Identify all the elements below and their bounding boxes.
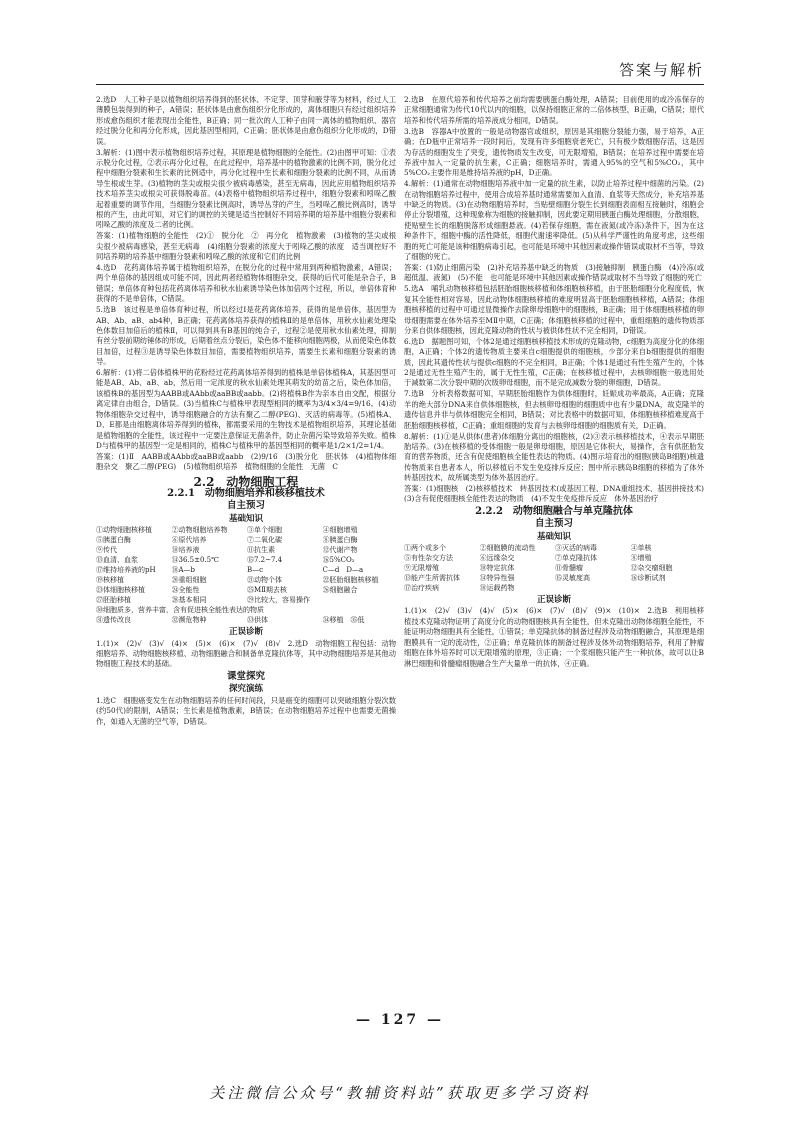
grid-cell: ⑦单克隆抗体 [555, 554, 597, 563]
grid-cell: ㉕MⅡ期去核 [247, 586, 287, 595]
paragraph: 4.选D 花药离体培养属于植物组织培养，在脱分化的过程中常用到两种植物激素，A错误；两个单倍体的基因组成可能不同，因此两者经植物体细胞杂交，获得的后代可能是杂合子，B错误；单倍体育种包括花药离体培养和秋水仙素诱导染色体加倍两个过程，所以，单倍体育种获得的不是单倍体，C错误。 [96, 263, 396, 304]
grid-cell: ③单个细胞 [247, 526, 282, 535]
right-column [404, 95, 712, 669]
grid-cell: ㉖细胞融合 [322, 586, 358, 595]
subsection-title: 2.2.1 动物细胞培养和核移植技术 [167, 488, 325, 500]
header-title: 答案与解析 [618, 61, 704, 79]
preview-title: 自主预习 [534, 518, 573, 530]
grid-cell: ⑨无限增殖 [404, 564, 439, 573]
practice-text: 1.选C 细胞癌变发生在动物细胞培养的任何时间段，只是癌变的细胞可以突破细胞分裂次数(约50代)的限制，A错误；生长素是植物激素，B错误；在动物细胞培养过程中也需要无菌操作，如通入无菌的空气等，D错误。 [96, 695, 396, 726]
left-column [96, 95, 396, 727]
paragraph: 2.选D 人工种子是以植物组织培养得到的胚状体、不定芽、顶芽和腋芽等为材料，经过人工薄膜包装得到的种子，A错误；胚状体是由愈伤组织分化形成的，离体细胞只有经过组织培养形成愈伤组织才能表现出全能性，B正确；同一批次的人工种子由同一离体的植物组织、器官经过脱分化和再分化形成，因此基因型相同，C正确；胚状体是由愈伤组织分化形成的，D错误。 [96, 95, 396, 146]
grid-cell: ③灭活的病毒 [555, 544, 597, 553]
grid-cell: ㉜濒危物种 [171, 616, 207, 625]
preview-title: 自主预习 [226, 500, 265, 512]
answer-paragraph: 答案：(1)细胞核 (2)核移植技术 转基因技术(或基因工程、DNA重组技术、基因拼接技术) (3)含有促使细胞核全能性表达的物质 (4)不发生免疫排斥反应 体外基因治疗 [404, 484, 712, 504]
grid-cell: ㉔全能性 [171, 586, 200, 595]
answer-grid [96, 525, 396, 625]
class-explore-title: 课堂探究 [226, 670, 265, 682]
grid-cell: ①两个或多个 [404, 544, 446, 553]
grid-cell: C—d D—a [322, 566, 364, 575]
grid-cell: ⑩特定抗体 [479, 564, 515, 573]
grid-cell: ㉝供体 [247, 616, 268, 625]
paragraph: 3.解析：(1)图中表示植物组织培养过程，其原理是植物细胞的全能性。(2)由图甲可知：①表示脱分化过程，②表示再分化过程，在此过程中，培养基中的植物激素的比例不同，脱分化过程中细胞分裂素和生长素的比例适中，再分化过程中生长素和细胞分裂素的比例不同，从而诱导生根或生芽。(3)植物的茎尖或根尖很少被病毒感染，甚至无病毒，因此应用植物组织培养技术培养茎尖或根尖可获得脱毒苗。(4)表格中植物组织培养过程中，细胞分裂素和吲哚乙酸起着重要的调节作用，当细胞分裂素比例高时，诱导丛芽的产生，当吲哚乙酸比例高时，诱导根的产生，由此可知，对它们的调控的关键是适当控制好不同培养期的培养基中细胞分裂素和吲哚乙酸的浓度及二者的比例。 [96, 147, 396, 230]
section-title: 2.2 动物细胞工程 [193, 474, 299, 489]
grid-cell: ⑰治疗疾病 [404, 584, 439, 593]
grid-cell: ⑩培养液 [171, 546, 200, 555]
answer-paragraph: 答案：(1)防止细菌污染 (2)补充培养基中缺乏的物质 (3)接触抑制 胰蛋白酶 (4)冷冻(或超低温、液氮) (5)不能 也可能是环境中其他因素或操作错误或取材不当导致了细胞的死亡 [404, 263, 704, 283]
grid-cell: ㉓体细胞核移植 [96, 586, 145, 595]
paragraph: 8.解析：(1)①是从供体(患者)体细胞分离出的细胞核，(2)③表示核移植技术，④表示早期胚胎培养。(3)在核移植的受体细胞一般是卵母细胞，原因是它体积大，易操作，含有供胚胎发育的营养物质，还含有促使细胞核全能性表达的物质。(4)图示培育出的细胞(胰岛B细胞)核遗传物质来自患者本人，所以移植后不发生免疫排斥反应；图中所示胰岛B细胞的移植为了体外转基因技术，故所属类型为体外基因治疗。 [404, 431, 704, 483]
grid-cell: ㉚细胞质多，营养丰富，含有促进核全能性表达的物质 [96, 606, 264, 615]
grid-cell: ㉑动物个体 [247, 576, 282, 585]
grid-cell: ⑤胰蛋白酶 [96, 536, 131, 545]
paragraph: 6.解析：(1)将二倍体植株甲的花粉经过花药离体培养得到的植株是单倍体植株A，其基因型可能是AB、Ab、aB、ab，然后用一定浓度的秋水仙素处理其萌发的幼苗之后，染色体加倍，该植株B的基因型为AABB或AAbb或aaBB或aabb。(2)将植株B作为亲本自由交配，根据分离定律自由组合，D错误。(3)当植株C与植株甲表现型相同的概率为3/4×3/4=9/16。(4)动物体细胞杂交过程中，诱导细胞融合的方法有聚乙二醇(PEG)、灭活的病毒等。(5)植株A、D、E都是由细胞离体培养得到的植株，都需要采用的生物技术是植物组织培养，其理论基础是植物细胞的全能性，该过程中一定要注意保证无菌条件，防止杂菌污染导致培养失败。植株D与植株甲的基因型一定是相同的，植株C与植株甲的基因型相同的概率是1/2×1/2=1/4。 [96, 368, 396, 450]
grid-cell: ㉘基本相同 [171, 596, 207, 605]
grid-cell: ⑱A—b [171, 566, 196, 575]
grid-cell: ㉒胚胎细胞核移植 [322, 576, 379, 585]
grid-cell: ⑳重组细胞 [171, 576, 207, 585]
grid-cell: ⑥原代培养 [171, 536, 207, 545]
grid-cell: ⑦二氧化碳 [247, 536, 282, 545]
grid-cell: ⑯5%CO₂ [322, 556, 355, 565]
grid-cell: ⑯诊断试剂 [630, 574, 666, 583]
answer-grid [404, 543, 704, 593]
grid-cell: ①动物细胞核移植 [96, 526, 152, 535]
grid-cell: ⑫杂交瘤细胞 [630, 564, 673, 573]
basic-knowledge-title: 基础知识 [228, 513, 263, 524]
grid-cell: ⑮7.2~7.4 [247, 556, 283, 565]
grid-cell: ⑱运载药物 [479, 584, 515, 593]
grid-cell: ⑮灵敏度高 [555, 574, 590, 583]
grid-cell: ⑬血清、血浆 [96, 556, 138, 565]
paragraph: 4.解析：(1)通常在动物细胞培养液中加一定量的抗生素，以防止培养过程中细菌的污染。(2)在动物细胞培养过程中，使用合成培养基时通常需要加入血清、血浆等天然成分，补充培养基中缺乏的物质。(3)在动物细胞培养时，当贴壁细胞分裂生长到细胞表面相互接触时，细胞会停止分裂增殖，这种现象称为细胞的接触抑制，因此要定期用胰蛋白酶处理细胞，分散细胞，使贴壁生长的细胞脱落形成细胞悬液。(4)若保存细胞，需在液氮(或冷冻)条件下，因为在这种条件下，细胞中酶的活性降低，细胞代谢速率降低。(5)从科学严谨性的角度考虑，这些细胞的死亡可能是该种细胞病毒引起，也可能是环境中其他因素或操作错误或取材不当等，导致了细胞的死亡。 [404, 179, 704, 262]
grid-cell: ⑭36.5±0.5℃ [171, 556, 219, 565]
paragraph: 7.选B 分析表格数据可知，早期胚胎细胞作为供体细胞时，妊娠成功率最高，A正确；克隆羊的绝大部分DNA来自供体细胞核，但去核卵母细胞的细胞质中也有少量DNA，故克隆羊的遗传信息并非与供体细胞完全相同，B错误；对比表格中的数据可知，体细胞核移植难度高于胚胎细胞核移植，C正确；重组细胞的发育与去核卵母细胞的细胞质有关，D正确。 [404, 389, 704, 430]
grid-cell: ⑰维持培养液的pH [96, 566, 156, 575]
grid-cell: ⑬能产生所需抗体 [404, 574, 460, 583]
grid-cell: ②细胞膜的流动性 [479, 544, 536, 553]
grid-cell: ⑧增殖 [630, 554, 652, 563]
grid-cell: ⑲核移植 [96, 576, 124, 585]
grid-cell: ⑥远缘杂交 [479, 554, 515, 563]
grid-cell: ⑫代谢产物 [322, 546, 358, 555]
grid-cell: ㉛遗传改良 [96, 616, 131, 625]
page-number-value: 127 [380, 1012, 420, 1028]
grid-cell: ㉙比较大，容易操作 [247, 596, 310, 605]
grid-cell: ㉞移植 ㉟低 [322, 616, 365, 625]
grid-cell: ④单核 [630, 544, 652, 553]
grid-cell: ⑤有性杂交方法 [404, 554, 453, 563]
grid-cell: ㉗胚胎移植 [96, 596, 131, 605]
page-number: — 127 — [356, 1012, 444, 1028]
practice-title: 探究演练 [228, 684, 263, 695]
answer-paragraph: 答案：(1)植物细胞的全能性 (2)① 脱分化 ② 再分化 植物激素 (3)植物的茎尖或根尖很少被病毒感染，甚至无病毒 (4)细胞分裂素的浓度大于吲哚乙酸的浓度 适当调控好不同培养期的培养基中细胞分裂素和吲哚乙酸的浓度和它们的比例 [96, 231, 396, 262]
footer-note: 关注微信公众号“教辅资料站”获取更多学习资料 [209, 1084, 591, 1102]
paragraph: 5.选B 该过程是单倍体育种过程，所以经过Ⅰ是花药离体培养，获得的是单倍体，基因型为AB、Ab、aB、ab4种，B正确；花药离体培养获得的植株Ⅱ的是单倍体，用秋水仙素处理染色体数目加倍后的植株Ⅱ，可以得到具有B基因的纯合子，过程②是使用秋水仙素处理，抑制有丝分裂前期纺锤体的形成，后期着丝点分裂后，染色体不能移向细胞两极，从而使染色体数目加倍，过程③是诱导染色体数目加倍，需要植物组织培养，需要生长素和细胞分裂素的诱导。 [96, 305, 396, 367]
grid-cell: ⑧胰蛋白酶 [322, 536, 358, 545]
answer-paragraph: 答案：(1)Ⅱ AABB或AAbb或aaBB或aabb (2)9/16 (3)脱分化 胚状体 (4)植物体细胞杂交 聚乙二醇(PEG) (5)植物组织培养 植物细胞的全能性 无菌 C [96, 451, 396, 472]
grid-cell: ②动物细胞培养物 [171, 526, 228, 535]
grid-cell: B—c [247, 566, 264, 575]
grid-cell: ⑭特异性强 [479, 574, 515, 583]
diagnosis-text: 1.(1)× (2)√ (3)√ (4)√ (5)× (6)× (7)√ (8)√ (9)× (10)× 2.选B 利用核移植技术克隆动物证明了高度分化的动物细胞核具有全能性，但未克隆出动物体细胞全能性，不能证明动物细胞具有全能性，①错误；单克隆抗体的制备过程涉及动物细胞融合，其原理是细胞膜具有一定的流动性，②正确；单克隆抗体的制备过程涉及体外动物细胞培养，利用了肿瘤细胞在体外培养时可以无限增殖的原理，③正确；一个浆细胞只能产生一种抗体，故可以让B淋巴细胞和骨髓瘤细胞融合生产大量单一的抗体，④正确。 [404, 606, 704, 668]
diagnosis-title: 正误诊断 [536, 595, 571, 606]
grid-cell: ⑪骨髓瘤 [555, 564, 583, 573]
basic-knowledge-title: 基础知识 [536, 531, 571, 542]
paragraph: 5.选A 哺乳动物核移植包括胚胎细胞核移植和体细胞核移植，由于胚胎细胞分化程度低，恢复其全能性相对容易，因此动物体细胞核移植的难度明显高于胚胎细胞核移植，A错误；体细胞核移植的过程中可通过显微操作去除卵母细胞中的细胞核，B正确；用于体细胞核移植的卵母细胞需要在体外培养至MⅡ中期，C正确；体细胞核移植的过程中，重组细胞的遗传物质部分来自供体细胞核，因此克隆动物的性状与被供体性状不完全相同，D错误。 [404, 284, 704, 335]
grid-cell: ⑪抗生素 [247, 546, 275, 555]
paragraph: 6.选D 据题图可知，个体2是通过细胞核移植技术形成的克隆动物，c细胞为高度分化的体细胞，A正确；个体2的遗传物质主要来自c细胞提供的细胞核，少部分来自b细胞提供的细胞质，因此其遗传性状与提供c细胞的不完全相同，B正确；个体1是通过有性生殖产生的，个体2是通过无性生殖产生的，属于无性生殖，C正确；在核移植过程中，去核卵细胞一般选用处于减数第二次分裂中期的次级卵母细胞，而不是完成减数分裂的卵细胞，D错误。 [404, 336, 704, 388]
grid-cell [323, 595, 397, 605]
paragraph: 3.选B 容器A中放置的一般是动物器官或组织，原因是其细胞分裂能力强，易于培养，A正确；在D瓶中正常培养一段时间后，发现有许多细胞衰老死亡，只有极少数细胞存活，这是因为存活的细胞发生了突变，遗传物质发生改变，可无限增殖，B错误；在培养过程中需要在培养液中加入一定量的抗生素，C正确；细胞培养时，需通入95%的空气和5%CO₂，其中5%CO₂主要作用是维持培养液的pH，D正确。 [404, 126, 704, 178]
diagnosis-text: 1.(1)× (2)√ (3)√ (4)× (5)× (6)× (7)√ (8)√ 2.选D 动物细胞工程包括：动物细胞培养、动物细胞核移植、动物细胞融合和制备单克隆抗体等，其中动物细胞培养是其他动物细胞工程技术的基础。 [96, 638, 396, 669]
page-header [96, 56, 704, 85]
grid-cell: ④细胞增殖 [322, 526, 358, 535]
subsection-title: 2.2.2 动物细胞融合与单克隆抗体 [475, 505, 633, 517]
diagnosis-title: 正误诊断 [228, 627, 263, 638]
grid-cell: ⑨传代 [96, 546, 117, 555]
paragraph: 2.选B 在原代培养和传代培养之前均需要胰蛋白酶处理，A错误；目前使用的或冷冻保存的正常细胞通常为传代10代以内的细胞，以保持细胞正常的二倍体核型，B正确，C错误；原代培养和传代培养所需的培养液成分相同，D错误。 [404, 95, 704, 125]
